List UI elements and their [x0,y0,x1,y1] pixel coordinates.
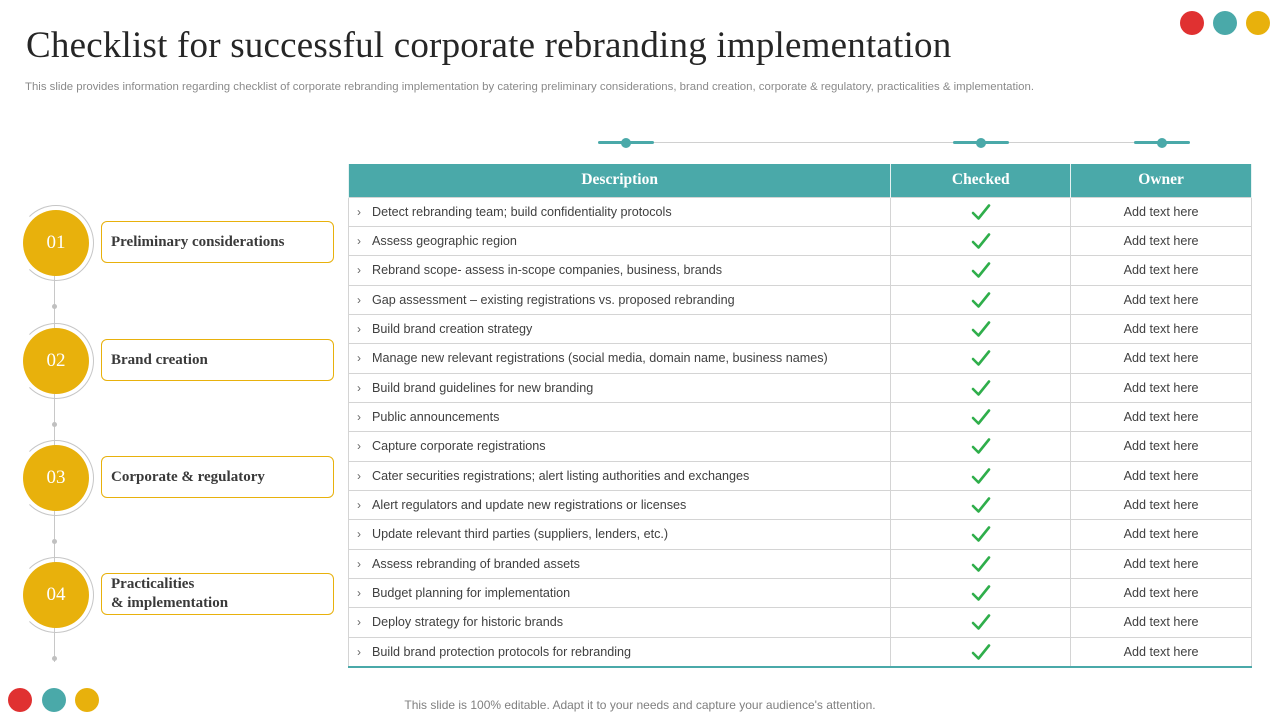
step-number-badge: 04 [23,562,89,628]
header-description: Description [349,164,891,197]
row-description: Gap assessment – existing registrations vs. proposed rebranding [372,292,735,307]
row-description: Public announcements [372,410,500,425]
step-number-badge: 03 [23,445,89,511]
row-owner: Add text here [1071,373,1252,402]
timeline-dot [621,138,631,148]
step-number-badge: 01 [23,210,89,276]
chevron-right-icon: › [357,263,361,278]
step-label: Preliminary considerations [101,221,334,263]
row-description-cell [349,637,891,666]
checkmark-icon [971,643,991,661]
row-description: Rebrand scope- assess in-scope companies, business, brands [372,263,723,278]
step-dot [52,422,57,427]
row-owner: Add text here [1071,637,1252,666]
row-checked-cell [891,314,1071,343]
row-owner: Add text here [1071,608,1252,637]
row-owner: Add text here [1071,549,1252,578]
row-description-cell [349,549,891,578]
row-owner: Add text here [1071,256,1252,285]
checkmark-icon [971,379,991,397]
step-dot [52,539,57,544]
chevron-right-icon: › [357,439,361,454]
row-description: Deploy strategy for historic brands [372,615,564,630]
row-description-cell [349,432,891,461]
chevron-right-icon: › [357,586,361,601]
chevron-right-icon: › [357,351,361,366]
row-description: Cater securities registrations; alert listing authorities and exchanges [372,468,750,483]
chevron-right-icon: › [357,380,361,395]
row-owner: Add text here [1071,402,1252,431]
row-description-cell [349,285,891,314]
row-description: Detect rebranding team; build confidentiality protocols [372,204,672,219]
row-owner: Add text here [1071,197,1252,226]
row-owner: Add text here [1071,461,1252,490]
checkmark-icon [971,291,991,309]
row-description-cell [349,226,891,255]
step-number-badge: 02 [23,328,89,394]
chevron-right-icon: › [357,468,361,483]
chevron-right-icon: › [357,292,361,307]
checklist-table [348,164,1252,668]
timeline-line [626,142,1162,143]
row-description: Budget planning for implementation [372,586,571,601]
checkmark-icon [971,261,991,279]
row-checked-cell [891,432,1071,461]
step-brand-creation [22,327,342,399]
checkmark-icon [971,437,991,455]
step-label: Practicalities & implementation [101,573,334,615]
row-checked-cell [891,226,1071,255]
row-description-cell [349,461,891,490]
step-dot [52,656,57,661]
row-owner: Add text here [1071,226,1252,255]
step-dot [52,304,57,309]
page-title: Checklist for successful corporate rebranding implementation [26,25,952,66]
row-description: Alert regulators and update new registrations or licenses [372,498,687,513]
checkmark-icon [971,496,991,514]
row-checked-cell [891,637,1071,666]
row-description-cell [349,578,891,607]
chevron-right-icon: › [357,615,361,630]
header-owner: Owner [1071,164,1252,197]
table-row [349,373,1252,402]
step-preliminary-considerations [22,209,342,281]
page-subtitle: This slide provides information regarding checklist of corporate rebranding implementation by catering preliminary considerations, brand creation, corporate & regulatory, practicalities & implementation. [25,81,1034,93]
table-row [349,637,1252,666]
table-row [349,197,1252,226]
table-row [349,285,1252,314]
row-checked-cell [891,344,1071,373]
row-checked-cell [891,608,1071,637]
decor-dot-yellow [1246,11,1270,35]
row-description-cell [349,197,891,226]
table-row [349,490,1252,519]
chevron-right-icon: › [357,644,361,659]
row-description: Assess geographic region [372,234,517,249]
table-row [349,226,1252,255]
row-owner: Add text here [1071,490,1252,519]
table-row [349,402,1252,431]
checkmark-icon [971,555,991,573]
chevron-right-icon: › [357,410,361,425]
row-checked-cell [891,520,1071,549]
chevron-right-icon: › [357,498,361,513]
chevron-right-icon: › [357,322,361,337]
row-checked-cell [891,373,1071,402]
row-description: Update relevant third parties (suppliers, lenders, etc.) [372,527,669,542]
row-checked-cell [891,285,1071,314]
checkmark-icon [971,349,991,367]
row-description: Manage new relevant registrations (social media, domain name, business names) [372,351,828,366]
table-row [349,520,1252,549]
row-description-cell [349,256,891,285]
timeline-dot [1157,138,1167,148]
checkmark-icon [971,525,991,543]
table-row [349,608,1252,637]
row-description-cell [349,608,891,637]
checkmark-icon [971,613,991,631]
table-row [349,461,1252,490]
table-row [349,549,1252,578]
table-row [349,314,1252,343]
checkmark-icon [971,408,991,426]
row-owner: Add text here [1071,520,1252,549]
decor-dot-red [1180,11,1204,35]
footer-note: This slide is 100% editable. Adapt it to your needs and capture your audience's attention. [404,698,876,712]
row-description: Assess rebranding of branded assets [372,556,580,571]
row-description-cell [349,520,891,549]
table-row [349,432,1252,461]
table-header-row [349,164,1252,197]
checkmark-icon [971,320,991,338]
row-checked-cell [891,197,1071,226]
row-description-cell [349,402,891,431]
row-owner: Add text here [1071,432,1252,461]
row-description-cell [349,344,891,373]
row-description-cell [349,373,891,402]
table-row [349,578,1252,607]
chevron-right-icon: › [357,234,361,249]
row-description-cell [349,314,891,343]
row-owner: Add text here [1071,285,1252,314]
step-corporate-regulatory [22,444,342,516]
step-practicalities-implementation [22,561,342,633]
row-owner: Add text here [1071,344,1252,373]
table-row [349,256,1252,285]
row-description: Build brand protection protocols for rebranding [372,644,632,659]
row-description-cell [349,490,891,519]
checkmark-icon [971,232,991,250]
checkmark-icon [971,584,991,602]
row-description: Build brand guidelines for new branding [372,380,594,395]
chevron-right-icon: › [357,204,361,219]
checkmark-icon [971,203,991,221]
row-checked-cell [891,490,1071,519]
checkmark-icon [971,467,991,485]
header-checked: Checked [891,164,1071,197]
row-checked-cell [891,549,1071,578]
row-checked-cell [891,402,1071,431]
row-owner: Add text here [1071,578,1252,607]
row-description: Capture corporate registrations [372,439,546,454]
chevron-right-icon: › [357,556,361,571]
chevron-right-icon: › [357,527,361,542]
timeline-dot [976,138,986,148]
row-description: Build brand creation strategy [372,322,533,337]
row-owner: Add text here [1071,314,1252,343]
table-row [349,344,1252,373]
decor-dot-teal [1213,11,1237,35]
step-label: Corporate & regulatory [101,456,334,498]
row-checked-cell [891,461,1071,490]
step-label: Brand creation [101,339,334,381]
row-checked-cell [891,578,1071,607]
row-checked-cell [891,256,1071,285]
